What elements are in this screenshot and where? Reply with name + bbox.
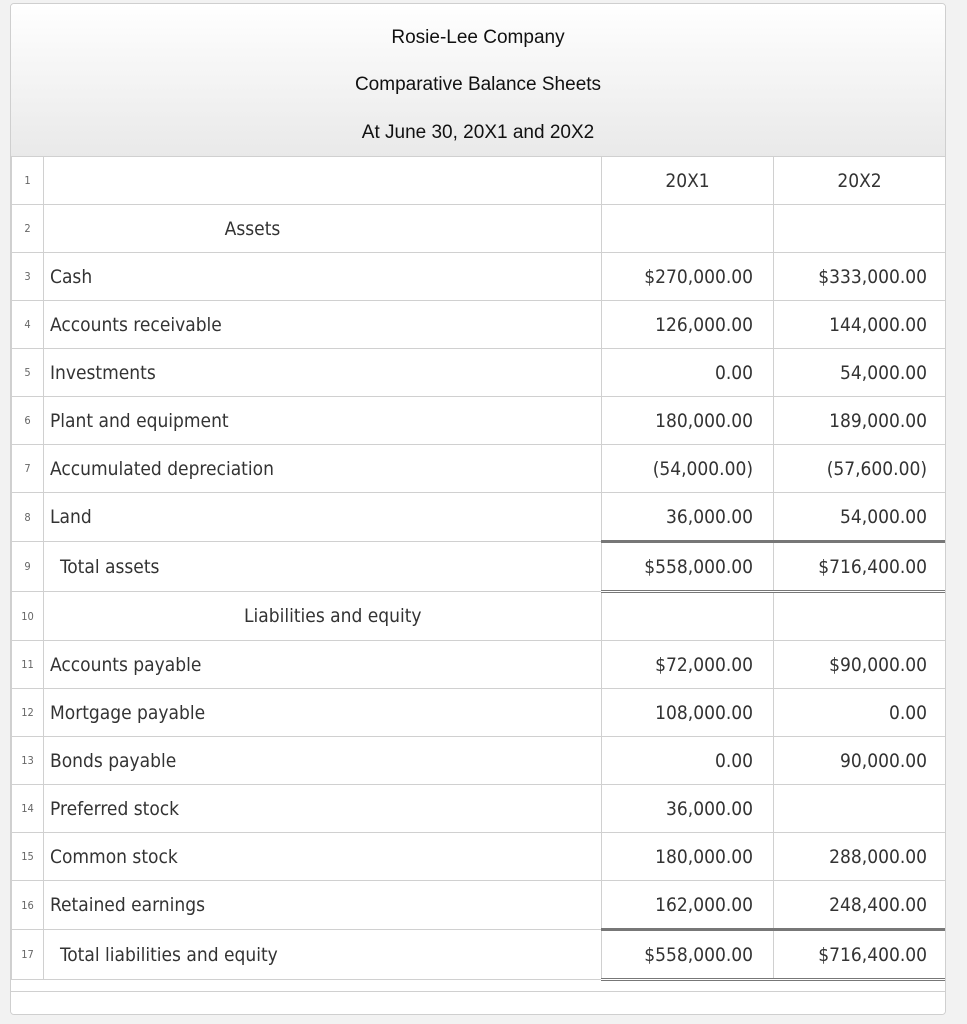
table-row (12, 592, 946, 641)
cell-20x2[interactable]: 288,000.00 (774, 833, 946, 881)
cell-20x1[interactable]: 0.00 (602, 737, 774, 785)
sheet-header (11, 4, 945, 157)
row-label: Land (44, 493, 602, 542)
cell-20x1[interactable] (602, 592, 774, 641)
row-label: Mortgage payable (44, 689, 602, 737)
section-heading-assets: Assets (44, 205, 602, 253)
cell-20x1[interactable]: 36,000.00 (602, 785, 774, 833)
row-label: Common stock (44, 833, 602, 881)
cell-20x2[interactable]: $716,400.00 (774, 542, 946, 592)
table-row (12, 785, 946, 833)
row-label: Plant and equipment (44, 397, 602, 445)
row-label: Retained earnings (44, 881, 602, 930)
row-label: Accumulated depreciation (44, 445, 602, 493)
table-row (12, 205, 946, 253)
cell-20x2[interactable]: $716,400.00 (774, 930, 946, 980)
row-number: 16 (12, 881, 44, 930)
cell-20x2[interactable]: $333,000.00 (774, 253, 946, 301)
row-label[interactable] (44, 157, 602, 205)
row-label: Accounts receivable (44, 301, 602, 349)
cell-20x2[interactable]: 54,000.00 (774, 493, 946, 542)
cell-20x1[interactable]: 0.00 (602, 349, 774, 397)
cell-20x2[interactable]: 54,000.00 (774, 349, 946, 397)
cell-20x2[interactable]: 189,000.00 (774, 397, 946, 445)
cell-20x1[interactable]: $558,000.00 (602, 930, 774, 980)
statement-date: At June 30, 20X1 and 20X2 (361, 122, 595, 143)
row-number: 9 (12, 542, 44, 592)
row-number: 11 (12, 641, 44, 689)
cell-20x1[interactable]: $72,000.00 (602, 641, 774, 689)
cell-20x1[interactable]: $270,000.00 (602, 253, 774, 301)
footer-strip (11, 991, 945, 1015)
row-number: 14 (12, 785, 44, 833)
table-row (12, 445, 946, 493)
table-row (12, 493, 946, 542)
table-row (12, 157, 946, 205)
cell-20x1[interactable]: (54,000.00) (602, 445, 774, 493)
row-number: 12 (12, 689, 44, 737)
table-row (12, 641, 946, 689)
column-header-20x1: 20X1 (602, 157, 774, 205)
row-number: 13 (12, 737, 44, 785)
column-header-20x2: 20X2 (774, 157, 946, 205)
cell-20x1[interactable]: 162,000.00 (602, 881, 774, 930)
cell-20x2[interactable]: 248,400.00 (774, 881, 946, 930)
cell-20x2[interactable]: $90,000.00 (774, 641, 946, 689)
cell-20x2[interactable] (774, 205, 946, 253)
row-number: 10 (12, 592, 44, 641)
row-label: Total assets (44, 542, 602, 592)
cell-20x2[interactable] (774, 592, 946, 641)
cell-20x1[interactable]: 126,000.00 (602, 301, 774, 349)
balance-sheet-panel (10, 3, 946, 1015)
table-row (12, 301, 946, 349)
row-number: 17 (12, 930, 44, 980)
row-number: 5 (12, 349, 44, 397)
row-label: Cash (44, 253, 602, 301)
table-row (12, 397, 946, 445)
row-number: 3 (12, 253, 44, 301)
cell-20x2[interactable]: 90,000.00 (774, 737, 946, 785)
table-row (12, 881, 946, 930)
row-number: 8 (12, 493, 44, 542)
row-number: 2 (12, 205, 44, 253)
row-number: 6 (12, 397, 44, 445)
row-label: Investments (44, 349, 602, 397)
row-number: 1 (12, 157, 44, 205)
table-row (12, 349, 946, 397)
table-row (12, 689, 946, 737)
cell-20x2[interactable]: 0.00 (774, 689, 946, 737)
table-row-total-liabilities-equity (12, 930, 946, 980)
company-name: Rosie-Lee Company (391, 27, 565, 48)
cell-20x1[interactable]: 36,000.00 (602, 493, 774, 542)
row-number: 15 (12, 833, 44, 881)
row-label: Preferred stock (44, 785, 602, 833)
table-row (12, 833, 946, 881)
cell-20x2[interactable]: 144,000.00 (774, 301, 946, 349)
balance-sheet-table (11, 156, 946, 981)
cell-20x1[interactable] (602, 205, 774, 253)
cell-20x1[interactable]: $558,000.00 (602, 542, 774, 592)
table-row (12, 737, 946, 785)
cell-20x1[interactable]: 180,000.00 (602, 833, 774, 881)
cell-20x2[interactable] (774, 785, 946, 833)
row-label: Total liabilities and equity (44, 930, 602, 980)
cell-20x1[interactable]: 180,000.00 (602, 397, 774, 445)
cell-20x2[interactable]: (57,600.00) (774, 445, 946, 493)
row-number: 7 (12, 445, 44, 493)
table-row (12, 253, 946, 301)
cell-20x1[interactable]: 108,000.00 (602, 689, 774, 737)
row-label: Bonds payable (44, 737, 602, 785)
row-label: Accounts payable (44, 641, 602, 689)
table-row-total-assets (12, 542, 946, 592)
section-heading-liabilities-equity: Liabilities and equity (44, 592, 602, 641)
row-number: 4 (12, 301, 44, 349)
statement-title: Comparative Balance Sheets (354, 74, 602, 95)
